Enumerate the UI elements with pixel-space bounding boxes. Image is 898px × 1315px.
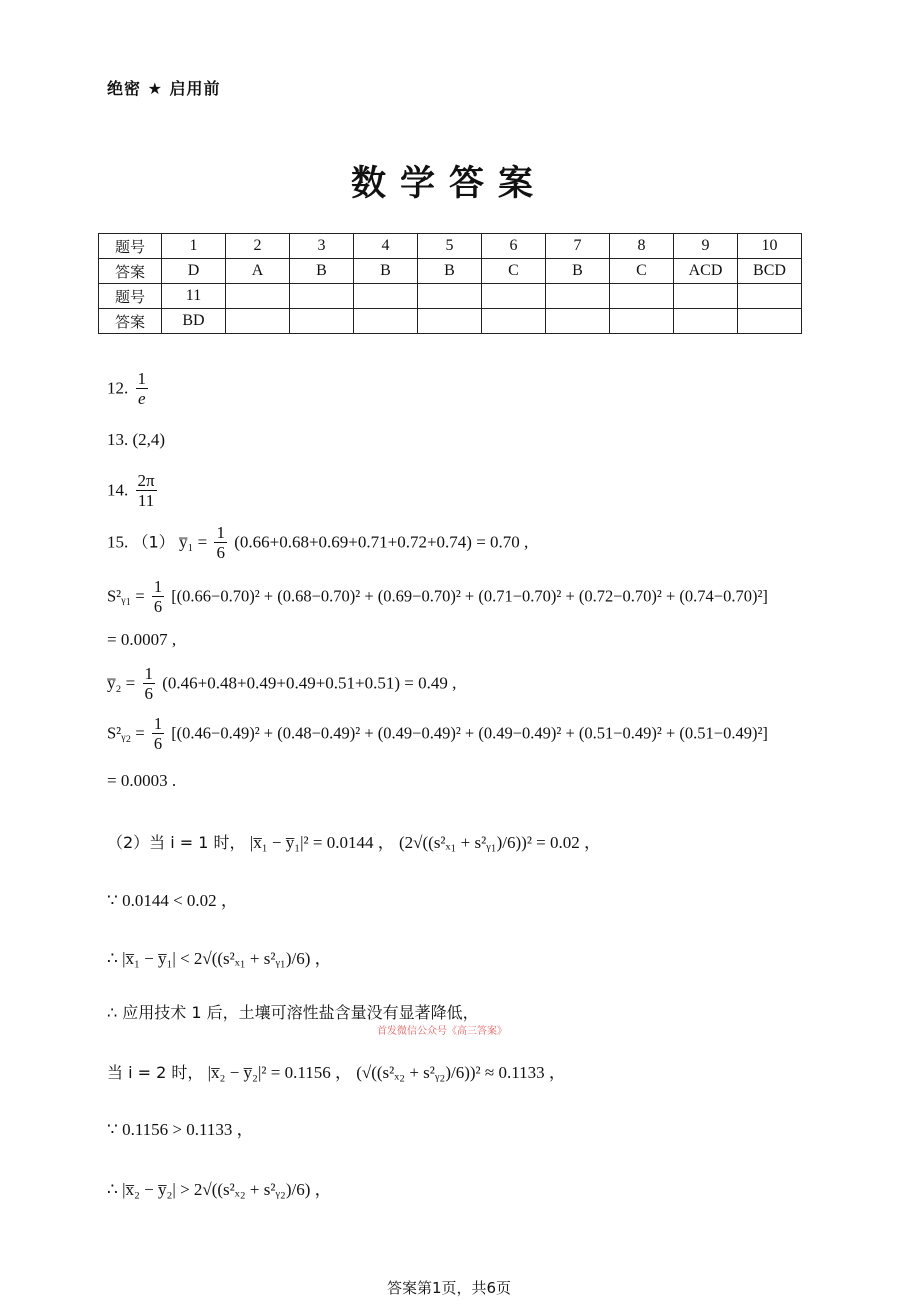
- part-label: （2）当 i = 1 时，: [107, 833, 246, 852]
- table-cell: [738, 309, 802, 334]
- table-cell: 5: [418, 234, 482, 259]
- table-cell: D: [162, 259, 226, 284]
- table-cell: C: [482, 259, 546, 284]
- table-cell: [482, 309, 546, 334]
- because-2: ∵ 0.1156 > 0.1133 ，: [107, 1120, 254, 1139]
- answer-15-variance-2: [107, 715, 768, 754]
- table-cell: ACD: [674, 259, 738, 284]
- answer-15-variance-1-value: = 0.0007 ,: [107, 630, 177, 649]
- numerator: 1: [137, 369, 146, 388]
- row-label: 答案: [99, 259, 162, 284]
- table-cell: [610, 309, 674, 334]
- table-cell: [418, 284, 482, 309]
- denominator: e: [137, 389, 146, 408]
- formula-lhs: y̅₂ =: [107, 673, 136, 693]
- table-cell: [418, 309, 482, 334]
- table-cell: 4: [354, 234, 418, 259]
- table-cell: [546, 284, 610, 309]
- table-cell: BCD: [738, 259, 802, 284]
- fraction: [136, 370, 149, 409]
- table-cell: [674, 284, 738, 309]
- watermark: 首发微信公众号《高三答案》: [377, 1026, 507, 1037]
- table-cell: 6: [482, 234, 546, 259]
- row-label: 题号: [99, 234, 162, 259]
- part-label: （1）: [132, 532, 175, 552]
- confidential-header: 绝密 ★ 启用前: [107, 79, 221, 98]
- table-cell: 9: [674, 234, 738, 259]
- table-cell: [354, 309, 418, 334]
- formula-lhs: S²ᵧ₁ =: [107, 586, 145, 606]
- table-cell: B: [546, 259, 610, 284]
- row-label: 题号: [99, 284, 162, 309]
- table-cell: [674, 309, 738, 334]
- answer-15-part-2-i1: [107, 828, 601, 853]
- page-title: 数学答案: [350, 164, 547, 204]
- question-number: 13.: [107, 430, 129, 449]
- table-row: [99, 259, 802, 284]
- table-cell: [610, 284, 674, 309]
- table-cell: 10: [738, 234, 802, 259]
- formula-rhs: (0.46+0.48+0.49+0.49+0.51+0.51) = 0.49 ,: [162, 673, 457, 693]
- row-label: 答案: [99, 309, 162, 334]
- conclusion-1: ∴ 应用技术 1 后，土壤可溶性盐含量没有显著降低，: [107, 1003, 479, 1022]
- condition: 当 i = 2 时，: [107, 1063, 204, 1082]
- table-cell: 2: [226, 234, 290, 259]
- answer-15-variance-2-value: = 0.0003 .: [107, 771, 177, 790]
- table-row: [99, 284, 802, 309]
- denominator: 11: [137, 491, 155, 510]
- table-cell: [354, 284, 418, 309]
- formula: (√((s²ₓ₂ + s²ᵧ₂)/6))² ≈ 0.1133 ，: [356, 1063, 566, 1082]
- table-cell: 8: [610, 234, 674, 259]
- formula-rhs: [(0.66−0.70)² + (0.68−0.70)² + (0.69−0.70)² + (0.71−0.70)² + (0.72−0.70)² + (0.74−0.70)²]: [171, 586, 768, 606]
- answer-12: [107, 370, 151, 409]
- table-cell: C: [610, 259, 674, 284]
- table-cell: [226, 284, 290, 309]
- fraction: [136, 472, 157, 511]
- table-cell: [482, 284, 546, 309]
- table-cell: [290, 284, 354, 309]
- question-number: 15.: [107, 532, 129, 552]
- therefore-1: ∴ |x̅₁ − y̅₁| < 2√((s²ₓ₁ + s²ᵧ₁)/6) ，: [107, 949, 332, 968]
- table-cell: 1: [162, 234, 226, 259]
- fraction: $\frac{1}{6}$: [144, 664, 154, 703]
- formula: (2√((s²ₓ₁ + s²ᵧ₁)/6))² = 0.02 ，: [399, 833, 602, 852]
- question-number: 14.: [107, 480, 129, 500]
- answer-15-part-2-i2: [107, 1058, 566, 1083]
- answer-value: (2,4): [132, 430, 166, 449]
- formula: |x̅₂ − y̅₂|² = 0.1156 ，: [207, 1063, 352, 1082]
- because-1: ∵ 0.0144 < 0.02 ，: [107, 891, 238, 910]
- table-cell: BD: [162, 309, 226, 334]
- table-cell: [226, 309, 290, 334]
- table-row: [99, 309, 802, 334]
- table-cell: B: [418, 259, 482, 284]
- answer-15-variance-1: [107, 578, 768, 617]
- table-cell: B: [290, 259, 354, 284]
- table-cell: [546, 309, 610, 334]
- formula-lhs: S²ᵧ₂ =: [107, 723, 145, 743]
- formula: |x̅₁ − y̅₁|² = 0.0144 ，: [249, 833, 395, 852]
- fraction: $\frac{1}{6}$: [153, 714, 163, 753]
- table-cell: B: [354, 259, 418, 284]
- therefore-2: ∴ |x̅₂ − y̅₂| > 2√((s²ₓ₂ + s²ᵧ₂)/6) ，: [107, 1180, 332, 1199]
- page-footer: 答案第1页，共6页: [386, 1279, 512, 1297]
- table-cell: 7: [546, 234, 610, 259]
- table-cell: [290, 309, 354, 334]
- answer-15-mean-2: [107, 665, 456, 704]
- formula-rhs: [(0.46−0.49)² + (0.48−0.49)² + (0.49−0.49)² + (0.49−0.49)² + (0.51−0.49)² + (0.51−0.49)²]: [171, 723, 768, 743]
- table-cell: A: [226, 259, 290, 284]
- fraction: $\frac{1}{6}$: [216, 523, 225, 562]
- answer-13: [107, 430, 165, 450]
- formula-lhs: y̅₁ =: [178, 532, 208, 552]
- answer-14: [107, 472, 160, 511]
- table-cell: 3: [290, 234, 354, 259]
- table-cell: 11: [162, 284, 226, 309]
- fraction: $\frac{1}{6}$: [153, 577, 163, 616]
- table-row: [99, 234, 802, 259]
- numerator: 2π: [137, 471, 155, 490]
- table-cell: [738, 284, 802, 309]
- formula-rhs: (0.66+0.68+0.69+0.71+0.72+0.74) = 0.70 ,: [234, 532, 529, 552]
- answer-table: [98, 233, 802, 334]
- question-number: 12.: [107, 378, 129, 398]
- answer-15-mean-1: [107, 524, 528, 563]
